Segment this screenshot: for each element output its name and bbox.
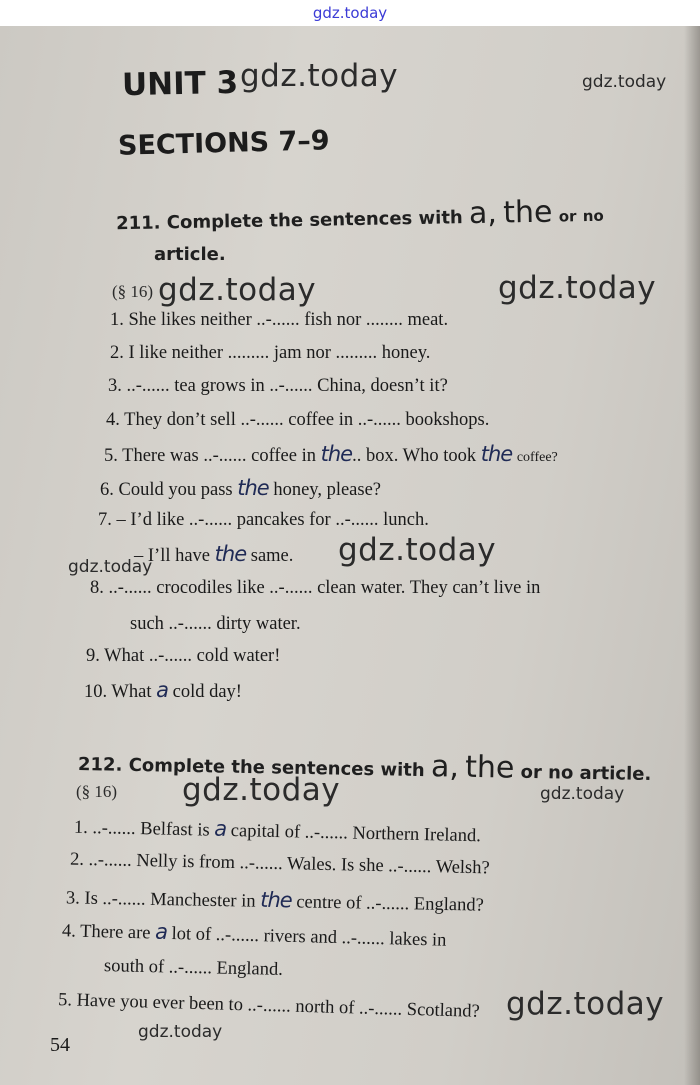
watermark: gdz.today [182,772,341,808]
handwritten-answer: a [154,919,168,944]
task-212-item-5: 5. Have you ever been to ..-...... north of ..-...... Scotland? [57,990,481,1022]
task-212-item-2: 2. ..-...... Nelly is from ..-...... Wales. Is she ..-...... Welsh? [69,849,490,879]
handwritten-answer: the [320,442,353,466]
watermark: gdz.today [68,557,153,577]
task-211-reference: (§ 16) [112,282,154,301]
page-number: 54 [50,1034,70,1056]
task-212-item-4-cont: south of ..-...... England. [103,956,284,980]
task-211-item-7-reply: – I’ll have the same. [134,542,294,566]
watermark: gdz.today [138,1022,223,1042]
handwritten-answer: a [156,678,168,702]
task-212-title: 212. Complete the sentences with a, the or no article. [77,749,652,786]
watermark: gdz.today [338,532,497,568]
task-211-item-10: 10. What a cold day! [84,678,242,702]
task-211-title: 211. Complete the sentences with a, the or no [115,194,604,235]
task-211-item-1: 1. She likes neither ..-...... fish nor ........ meat. [110,310,449,330]
watermark: gdz.today [540,784,625,804]
task-211-item-6: 6. Could you pass the honey, please? [100,476,382,500]
task-212-item-1: 1. ..-...... Belfast is a capital of ..-...... Northern Ireland. [73,816,482,847]
task-211-title-line2: article. [154,244,226,265]
watermark: gdz.today [582,72,667,92]
task-212-reference: (§ 16) [76,782,118,801]
task-212-item-3: 3. Is ..-...... Manchester in the centre of ..-...... England? [65,887,484,916]
site-banner [0,0,700,26]
task-211-item-3: 3. ..-...... tea grows in ..-...... China, doesn’t it? [108,376,448,396]
site-banner-text: gdz.today [312,4,388,22]
task-211-item-7: 7. – I’d like ..-...... pancakes for ..-...... lunch. [98,510,429,530]
watermark: gdz.today [158,272,317,308]
task-211-item-8: 8. ..-...... crocodiles like ..-...... clean water. They can’t live in [90,578,541,598]
handwritten-answer: the [260,887,292,913]
task-211-item-4: 4. They don’t sell ..-...... coffee in ..-...... bookshops. [106,410,490,430]
handwritten-answer: the [480,442,513,466]
task-211-item-5: 5. There was ..-...... coffee in the.. box. Who took the coffee? [104,442,558,466]
handwritten-answer: the [237,476,269,500]
page-edge-shadow [684,26,700,1085]
task-211-item-9: 9. What ..-...... cold water! [86,646,281,666]
task-211-item-2: 2. I like neither ......... jam nor ......... honey. [110,343,431,363]
textbook-page [0,26,700,1085]
watermark: gdz.today [240,58,399,94]
task-212-item-4: 4. There are a lot of ..-...... rivers and ..-...... lakes in [61,919,447,951]
watermark: gdz.today [498,270,657,306]
unit-title: UNIT 3 [121,64,239,104]
watermark: gdz.today [506,986,665,1022]
sections-title: SECTIONS 7–9 [117,125,331,162]
task-211-item-8-cont: such ..-...... dirty water. [130,614,301,634]
handwritten-answer: a [214,816,227,841]
handwritten-answer: the [214,542,247,566]
